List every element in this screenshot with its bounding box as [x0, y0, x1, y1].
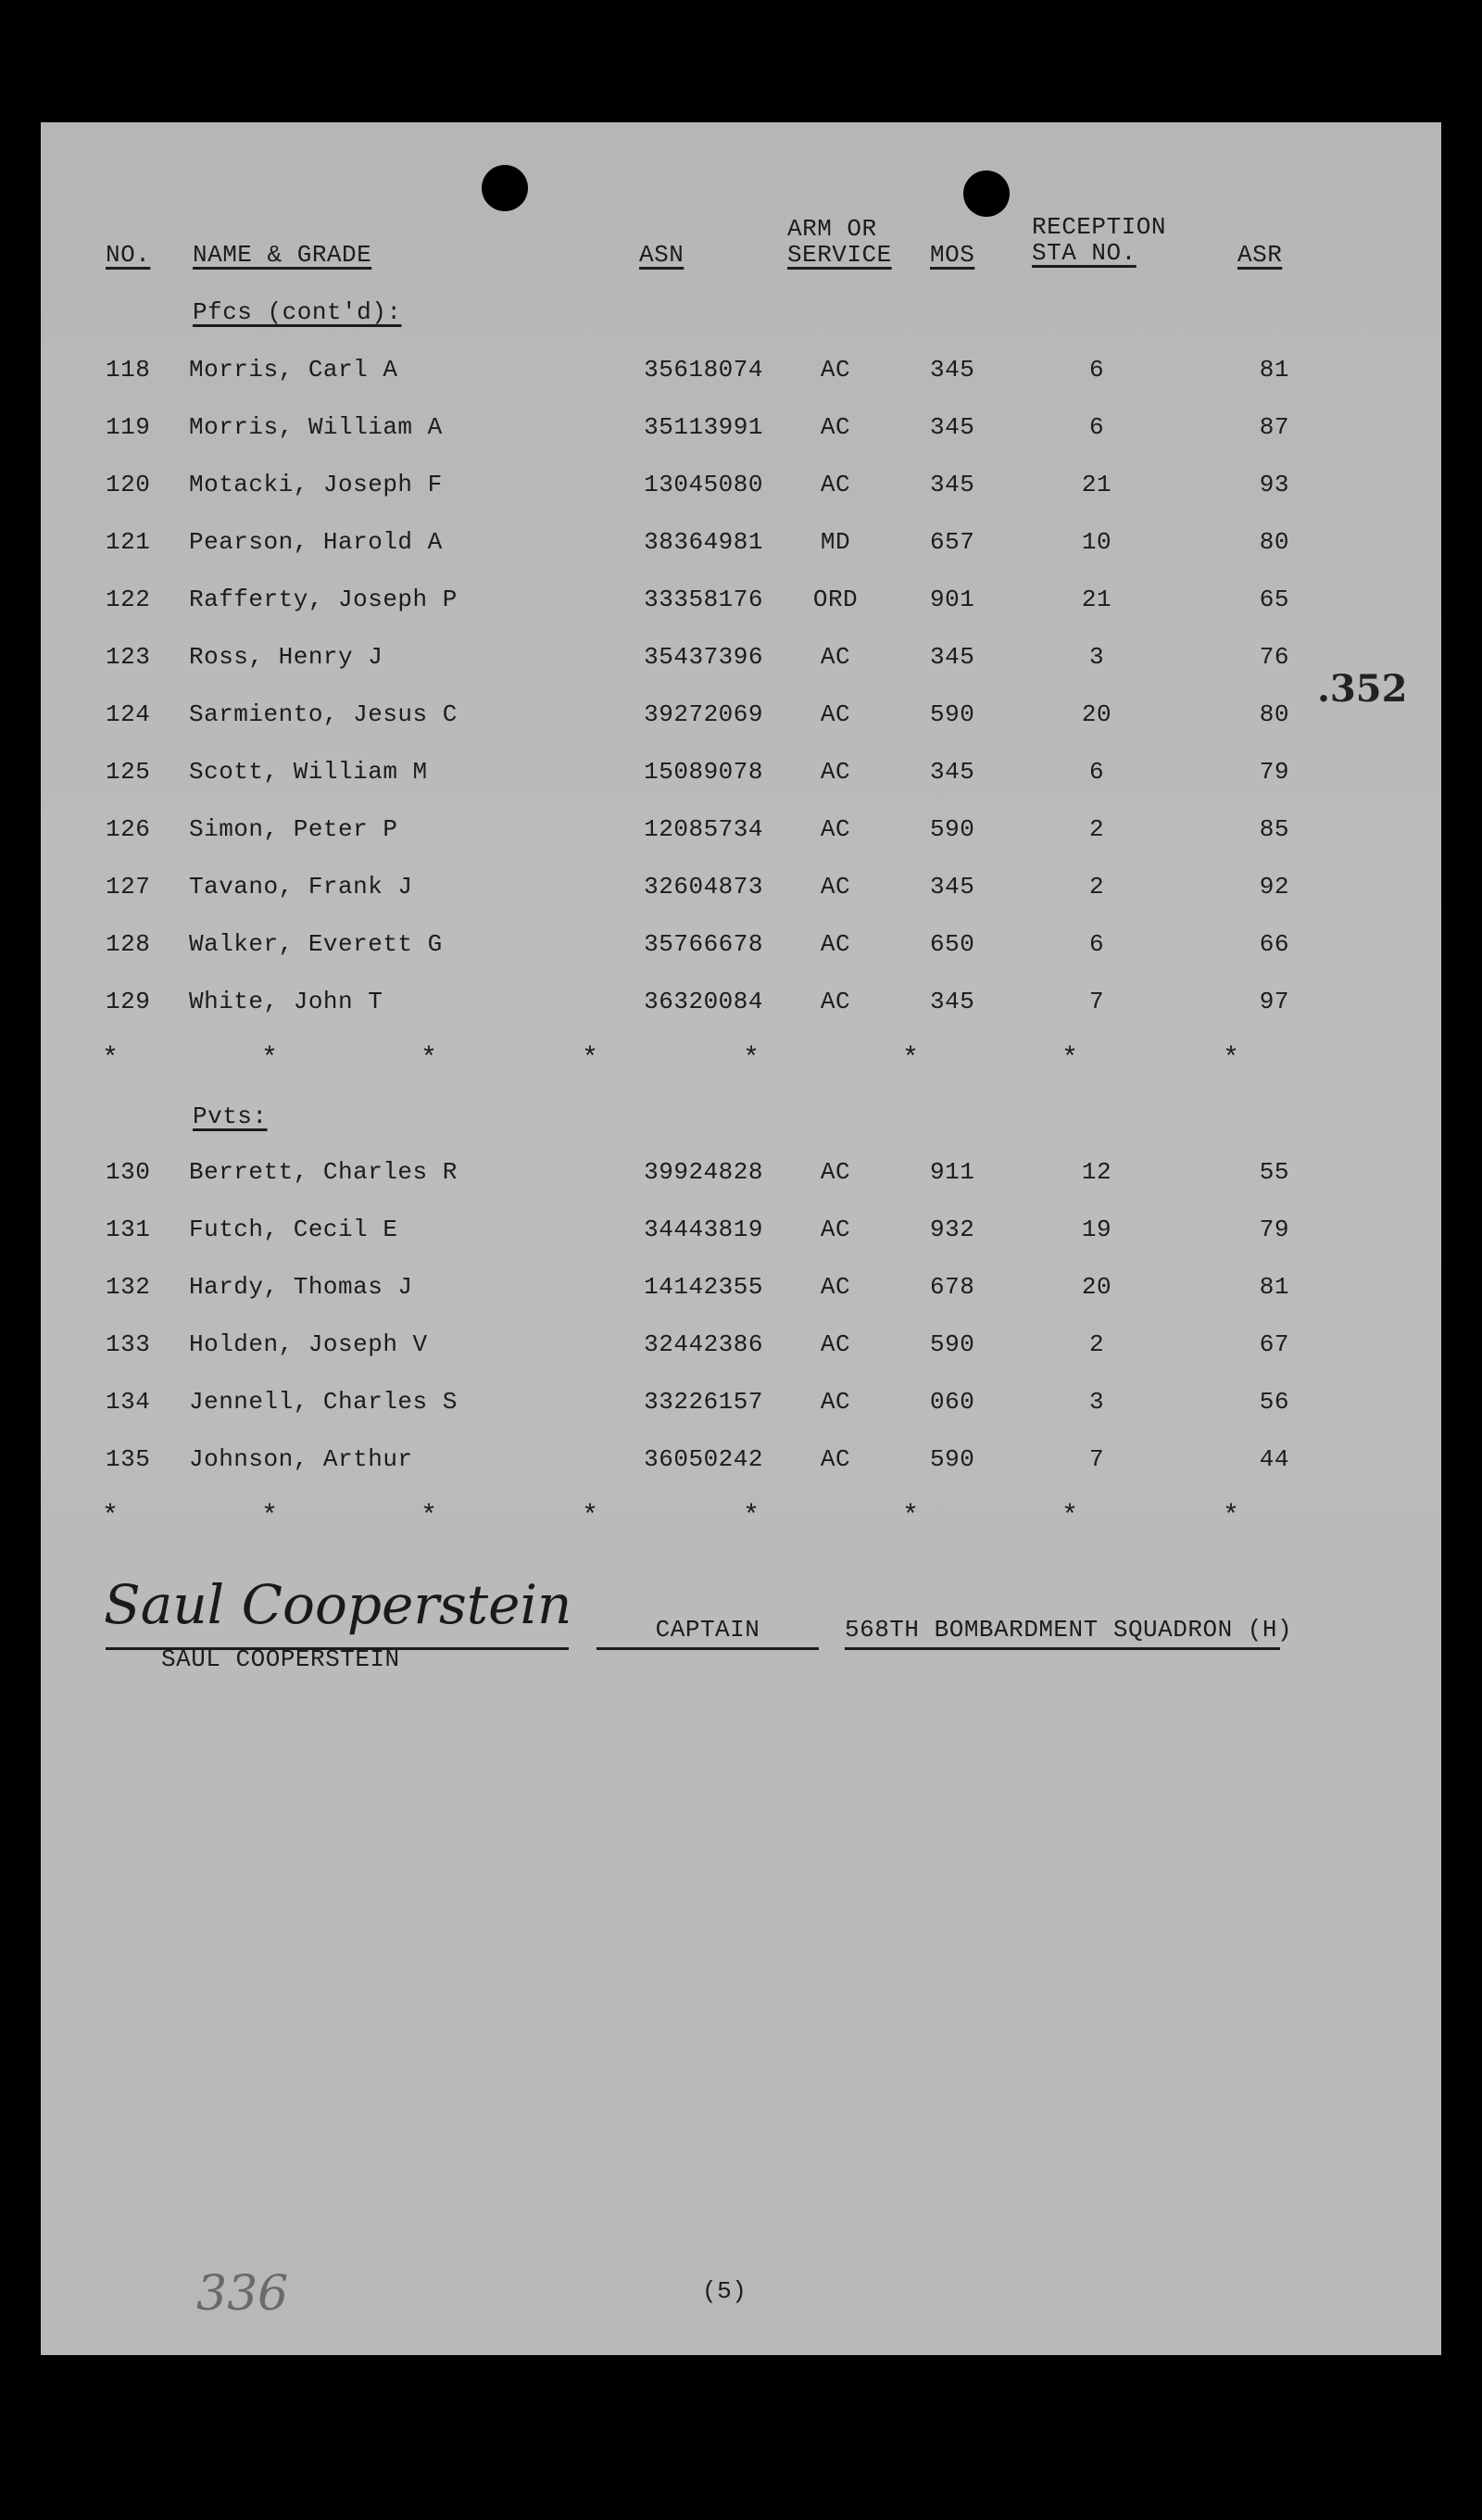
cell-mos: 901: [930, 586, 975, 613]
cell-name: Jennell, Charles S: [189, 1388, 458, 1416]
cell-arm: AC: [820, 815, 851, 843]
cell-mos: 345: [930, 873, 975, 901]
cell-name: Morris, William A: [189, 413, 443, 441]
cell-name: Motacki, Joseph F: [189, 471, 443, 498]
cell-mos: 657: [930, 528, 975, 556]
cell-no: 129: [106, 988, 151, 1015]
cell-asn: 39272069: [644, 700, 763, 728]
separator-star: *: [421, 1043, 438, 1075]
cell-asr: 85: [1259, 815, 1289, 843]
cell-sta: 2: [1088, 1330, 1105, 1358]
cell-sta: 21: [1081, 586, 1112, 613]
cell-no: 135: [106, 1445, 151, 1473]
separator-star: *: [261, 1501, 279, 1532]
cell-arm: AC: [820, 1330, 851, 1358]
rank: CAPTAIN: [655, 1616, 760, 1644]
header-arm-line1: ARM OR: [787, 215, 877, 243]
cell-mos: 345: [930, 356, 975, 384]
unit-name: 568TH BOMBARDMENT SQUADRON (H): [845, 1616, 1293, 1644]
header-asr: ASR: [1237, 241, 1283, 269]
typed-name: SAUL COOPERSTEIN: [161, 1645, 400, 1673]
cell-sta: 7: [1088, 1445, 1105, 1473]
cell-asn: 38364981: [644, 528, 763, 556]
cell-sta: 3: [1088, 643, 1105, 671]
cell-no: 133: [106, 1330, 151, 1358]
cell-arm: MD: [820, 528, 851, 556]
cell-name: Hardy, Thomas J: [189, 1273, 413, 1301]
cell-sta: 6: [1088, 356, 1105, 384]
cell-name: Sarmiento, Jesus C: [189, 700, 458, 728]
separator-star: *: [1061, 1501, 1079, 1532]
cell-arm: AC: [820, 1158, 851, 1186]
cell-asn: 35766678: [644, 930, 763, 958]
cell-asr: 55: [1259, 1158, 1289, 1186]
cell-mos: 345: [930, 413, 975, 441]
cell-asr: 81: [1259, 356, 1289, 384]
cell-name: Holden, Joseph V: [189, 1330, 428, 1358]
cell-name: Ross, Henry J: [189, 643, 383, 671]
cell-asr: 79: [1259, 758, 1289, 786]
separator-star: *: [743, 1043, 760, 1075]
cell-name: Johnson, Arthur: [189, 1445, 413, 1473]
cell-asr: 66: [1259, 930, 1289, 958]
cell-mos: 650: [930, 930, 975, 958]
cell-mos: 345: [930, 988, 975, 1015]
header-name-grade: NAME & GRADE: [193, 241, 372, 269]
separator-star: *: [582, 1501, 599, 1532]
cell-no: 120: [106, 471, 151, 498]
handwritten-signature: Saul Cooperstein: [104, 1573, 572, 1636]
cell-mos: 060: [930, 1388, 975, 1416]
cell-asn: 35437396: [644, 643, 763, 671]
section-title-pvts: Pvts:: [193, 1102, 268, 1130]
cell-no: 119: [106, 413, 151, 441]
cell-arm: ORD: [812, 586, 859, 613]
cell-asr: 76: [1259, 643, 1289, 671]
cell-sta: 20: [1081, 700, 1112, 728]
cell-arm: AC: [820, 873, 851, 901]
cell-no: 132: [106, 1273, 151, 1301]
cell-sta: 2: [1088, 873, 1105, 901]
cell-asr: 81: [1259, 1273, 1289, 1301]
separator-star: *: [1061, 1043, 1079, 1075]
cell-no: 130: [106, 1158, 151, 1186]
cell-asn: 32604873: [644, 873, 763, 901]
cell-name: Rafferty, Joseph P: [189, 586, 458, 613]
cell-no: 118: [106, 356, 151, 384]
cell-sta: 19: [1081, 1216, 1112, 1243]
cell-asr: 87: [1259, 413, 1289, 441]
cell-arm: AC: [820, 930, 851, 958]
cell-asn: 33358176: [644, 586, 763, 613]
cell-asn: 36320084: [644, 988, 763, 1015]
punch-hole-left: [482, 165, 528, 211]
stamped-page-number: .352: [1317, 667, 1408, 711]
cell-sta: 12: [1081, 1158, 1112, 1186]
cell-asn: 13045080: [644, 471, 763, 498]
header-no: NO.: [106, 241, 151, 269]
signature-line-unit: [845, 1647, 1280, 1650]
cell-arm: AC: [820, 1445, 851, 1473]
cell-no: 121: [106, 528, 151, 556]
cell-asn: 35618074: [644, 356, 763, 384]
cell-arm: AC: [820, 471, 851, 498]
cell-name: Pearson, Harold A: [189, 528, 443, 556]
cell-mos: 678: [930, 1273, 975, 1301]
cell-sta: 3: [1088, 1388, 1105, 1416]
cell-asn: 39924828: [644, 1158, 763, 1186]
cell-sta: 7: [1088, 988, 1105, 1015]
cell-sta: 20: [1081, 1273, 1112, 1301]
cell-arm: AC: [820, 988, 851, 1015]
cell-mos: 590: [930, 815, 975, 843]
cell-no: 125: [106, 758, 151, 786]
cell-mos: 932: [930, 1216, 975, 1243]
cell-sta: 6: [1088, 930, 1105, 958]
cell-asr: 80: [1259, 528, 1289, 556]
cell-no: 122: [106, 586, 151, 613]
cell-name: Simon, Peter P: [189, 815, 398, 843]
cell-no: 128: [106, 930, 151, 958]
separator-star: *: [102, 1043, 119, 1075]
cell-arm: AC: [820, 413, 851, 441]
cell-arm: AC: [820, 356, 851, 384]
cell-arm: AC: [820, 1273, 851, 1301]
separator-star: *: [902, 1501, 920, 1532]
cell-sta: 6: [1088, 413, 1105, 441]
cell-arm: AC: [820, 1388, 851, 1416]
cell-name: Walker, Everett G: [189, 930, 443, 958]
separator-star: *: [1223, 1043, 1240, 1075]
cell-name: White, John T: [189, 988, 383, 1015]
cell-name: Futch, Cecil E: [189, 1216, 398, 1243]
header-mos: MOS: [930, 241, 975, 269]
cell-asr: 80: [1259, 700, 1289, 728]
cell-asn: 36050242: [644, 1445, 763, 1473]
cell-mos: 911: [930, 1158, 975, 1186]
cell-asn: 34443819: [644, 1216, 763, 1243]
separator-star: *: [102, 1501, 119, 1532]
header-asn: ASN: [639, 241, 684, 269]
cell-sta: 6: [1088, 758, 1105, 786]
cell-name: Berrett, Charles R: [189, 1158, 458, 1186]
cell-asr: 67: [1259, 1330, 1289, 1358]
cell-mos: 345: [930, 758, 975, 786]
cell-name: Scott, William M: [189, 758, 428, 786]
cell-arm: AC: [820, 643, 851, 671]
cell-arm: AC: [820, 758, 851, 786]
signature-line-rank: [597, 1647, 819, 1650]
cell-asn: 12085734: [644, 815, 763, 843]
separator-star: *: [902, 1043, 920, 1075]
cell-arm: AC: [820, 700, 851, 728]
page-number: (5): [702, 2277, 747, 2305]
separator-star: *: [582, 1043, 599, 1075]
header-reception-line1: RECEPTION: [1032, 213, 1166, 241]
cell-asr: 79: [1259, 1216, 1289, 1243]
cell-asr: 93: [1259, 471, 1289, 498]
header-arm-line2: SERVICE: [787, 241, 892, 269]
document-page: [41, 122, 1441, 2355]
cell-mos: 345: [930, 643, 975, 671]
cell-mos: 590: [930, 1330, 975, 1358]
cell-sta: 10: [1081, 528, 1112, 556]
cell-no: 126: [106, 815, 151, 843]
cell-no: 131: [106, 1216, 151, 1243]
separator-star: *: [743, 1501, 760, 1532]
cell-no: 134: [106, 1388, 151, 1416]
separator-star: *: [261, 1043, 279, 1075]
punch-hole-right: [963, 170, 1010, 217]
cell-arm: AC: [820, 1216, 851, 1243]
cell-no: 124: [106, 700, 151, 728]
cell-mos: 590: [930, 1445, 975, 1473]
cell-asr: 65: [1259, 586, 1289, 613]
cell-asr: 44: [1259, 1445, 1289, 1473]
cell-asr: 97: [1259, 988, 1289, 1015]
separator-star: *: [1223, 1501, 1240, 1532]
cell-no: 127: [106, 873, 151, 901]
section-title-pfcs: Pfcs (cont'd):: [193, 298, 402, 326]
pencil-note: 336: [196, 2266, 289, 2322]
cell-asn: 33226157: [644, 1388, 763, 1416]
cell-asn: 35113991: [644, 413, 763, 441]
cell-mos: 345: [930, 471, 975, 498]
cell-sta: 2: [1088, 815, 1105, 843]
cell-mos: 590: [930, 700, 975, 728]
cell-sta: 21: [1081, 471, 1112, 498]
cell-asr: 92: [1259, 873, 1289, 901]
cell-asr: 56: [1259, 1388, 1289, 1416]
cell-name: Morris, Carl A: [189, 356, 398, 384]
header-reception-line2: STA NO.: [1032, 239, 1137, 267]
cell-asn: 15089078: [644, 758, 763, 786]
cell-no: 123: [106, 643, 151, 671]
cell-asn: 32442386: [644, 1330, 763, 1358]
separator-star: *: [421, 1501, 438, 1532]
cell-asn: 14142355: [644, 1273, 763, 1301]
cell-name: Tavano, Frank J: [189, 873, 413, 901]
